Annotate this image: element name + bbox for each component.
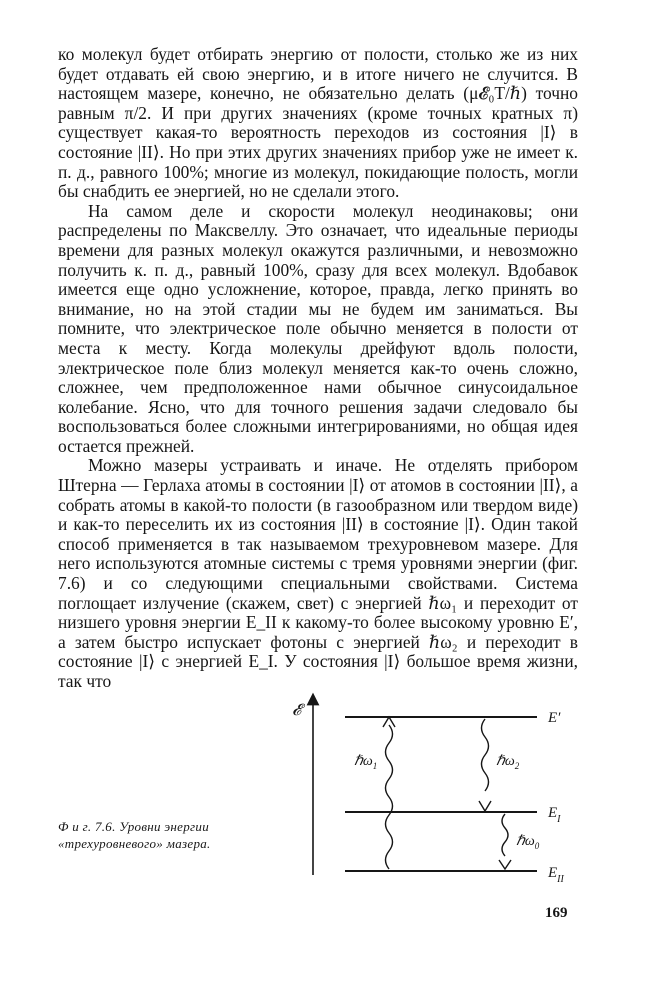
- transition-omega1-wave: [386, 725, 393, 869]
- transition-omega2-wave: [482, 719, 489, 791]
- axis-label: 𝓔: [292, 702, 302, 719]
- paragraph: ко молекул будет отбирать энергию от полости, столько же из них будет отдавать ей свою энергию, и в итоге ничего не случится. В настоящем мазере, конечно, не обязательно делать (μ𝓔₀T/ℏ) точно равным π/2. И при других значениях (кроме точных кратных π) существует какая-то вероятность переходов из состояния |I⟩ в состояние |II⟩. Но при этих других значениях прибор уже не имеет к. п. д., равного 100%; многие из молекул, покидающие полость, могли бы снабдить ее энергией, но не сделали этого.: [58, 44, 578, 202]
- energy-level-diagram: [0, 685, 652, 895]
- transition-omega0-wave: [502, 814, 508, 856]
- caption-line: Ф и г. 7.6. Уровни энергии: [58, 819, 209, 834]
- transition-label-omega0: ℏω$_0$: [516, 834, 540, 851]
- figure-caption: [58, 818, 298, 852]
- page-number: 169: [545, 905, 568, 921]
- caption-line: «трехуровневого» мазера.: [58, 836, 211, 851]
- diagram-svg: [0, 685, 652, 895]
- transition-omega2-arrowhead: [479, 801, 491, 811]
- paragraph: Можно мазеры устраивать и иначе. Не отделять прибором Штерна — Герлаха атомы в состоянии |I⟩ от атомов в состоянии |II⟩, а собрать атомы в какой-то полости (в газообразном или твердом виде) и как-то переселить их из состояния |II⟩ в состояние |I⟩. Один такой способ применяется в так называемом трехуровневом мазере. Для него используются атомные системы с тремя уровнями энергии (фиг. 7.6) и со следующими специальными свойствами. Система поглощает излучение (скажем, свет) с энергией ℏω₁ и переходит от низшего уровня энергии E_II к какому-то более высокому уровню E′, а затем быстро испускает фотоны с энергией ℏω₂ и переходит в состояние |I⟩ с энергией E_I. У состояния |I⟩ большое время жизни, так что: [58, 455, 578, 691]
- level-label-e-prime: E′: [548, 710, 561, 726]
- paragraph: На самом деле и скорости молекул неодинаковы; они распределены по Максвеллу. Это означает, что идеальные периоды времени для разных молекул окажутся различными, и невозможно получить к. п. д., равный 100%, сразу для всех молекул. Вдобавок имеется еще одно усложнение, которое, правда, легко принять во внимание, но на этой стадии мы не будем им заниматься. Вы помните, что электрическое поле обычно меняется в полости от места к месту. Когда молекулы дрейфуют вдоль полости, электрическое поле близ молекул меняется как-то очень сложно, сложнее, чем предположенное нами обычное синусоидальное колебание. Ясно, что для точного решения задачи следовало бы воспользоваться более сложными интегрированиями, но общая идея остается прежней.: [58, 200, 578, 456]
- transition-label-omega2: ℏω$_2$: [496, 754, 520, 771]
- level-label-e1: $E_I$: [548, 805, 561, 825]
- body-text: [58, 45, 578, 692]
- transition-label-omega1: ℏω$_1$: [354, 754, 378, 771]
- transition-omega0-arrowhead: [499, 860, 511, 869]
- level-label-e2: $E_{II}$: [548, 865, 564, 885]
